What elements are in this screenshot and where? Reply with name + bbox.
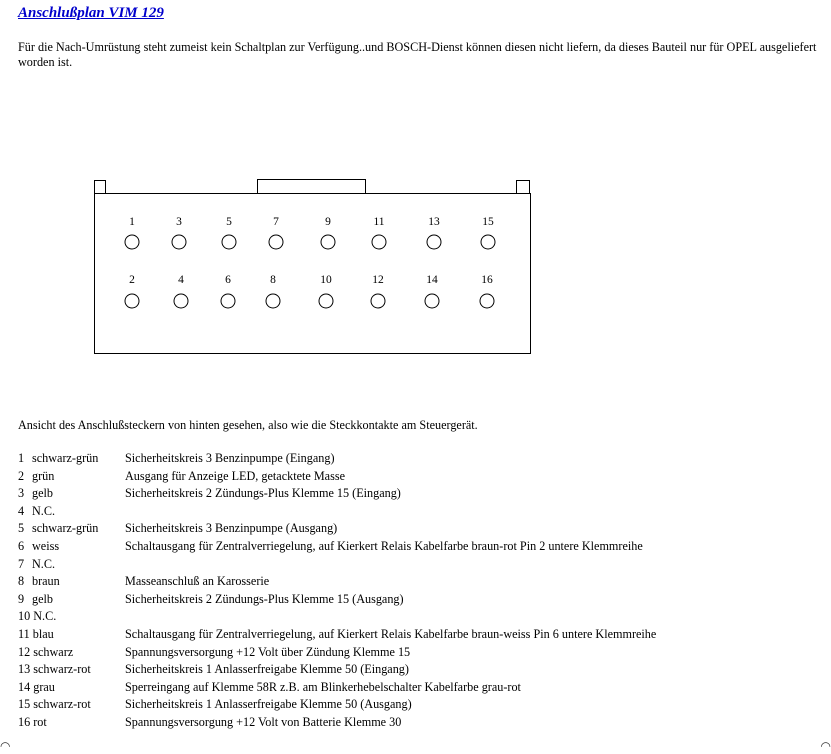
pin-label: 3: [176, 216, 182, 228]
pin-label: 2: [129, 274, 135, 286]
pin-row: [18, 679, 656, 697]
pin-socket: [371, 294, 385, 308]
pin-wire-color: schwarz-grün: [32, 451, 99, 465]
pin-socket: [172, 235, 186, 249]
pin-description: Sicherheitskreis 3 Benzinpumpe (Ausgang): [125, 521, 338, 536]
pin-label: 8: [270, 274, 276, 286]
pin-socket: [427, 235, 441, 249]
pin-wire-color: braun: [32, 574, 60, 589]
pin-number: 8: [18, 574, 25, 589]
pin-description: Schaltausgang für Zentralverriegelung, auf Kierkert Relais Kabelfarbe braun-weiss Pin 6 untere Klemmreihe: [125, 626, 657, 641]
pin-row: [18, 696, 656, 714]
pin-row: [18, 485, 656, 503]
pin-row: [18, 573, 656, 591]
pin-description: [125, 556, 656, 574]
pin-socket: [266, 294, 280, 308]
pin-number: 11: [18, 626, 30, 641]
pin-socket: [125, 235, 139, 249]
pin-number: 5: [18, 521, 25, 536]
pin-wire-color: gelb: [32, 591, 53, 606]
pin-description: Sicherheitskreis 3 Benzinpumpe (Eingang): [125, 451, 335, 465]
pin-label: 16: [481, 274, 493, 286]
pin-description: Schaltausgang für Zentralverriegelung, auf Kierkert Relais Kabelfarbe braun-rot Pin 2 untere Klemmreihe: [125, 538, 643, 553]
pin-socket: [319, 294, 333, 308]
pin-number-color: [18, 661, 125, 679]
pin-description: Sperreingang auf Klemme 58R z.B. am Blinkerhebelschalter Kabelfarbe grau-rot: [125, 679, 521, 694]
pin-row: [18, 714, 656, 732]
pin-label: 7: [273, 216, 279, 228]
pin-wire-color: schwarz: [33, 644, 74, 659]
pin-number-color: [18, 696, 125, 714]
pin-wire-color: N.C.: [32, 556, 56, 571]
pin-row: [18, 644, 656, 662]
pin-wire-color: gelb: [32, 486, 53, 501]
connector-key: [258, 180, 366, 194]
pin-number: 16: [18, 714, 31, 729]
pin-wire-color: schwarz-grün: [32, 521, 99, 536]
pin-label: 11: [373, 216, 385, 228]
pin-description: Sicherheitskreis 1 Anlasserfreigabe Klemme 50 (Eingang): [125, 662, 409, 677]
pin-number: 4: [18, 503, 25, 518]
pin-number-color: [18, 714, 125, 732]
pin-label: 10: [320, 274, 332, 286]
pin-description: Sicherheitskreis 1 Anlasserfreigabe Klemme 50 (Ausgang): [125, 697, 412, 712]
pin-wire-color: rot: [33, 714, 47, 729]
diagram-caption: Ansicht des Anschlußsteckern von hinten gesehen, also wie die Steckkontakte am Steuergerät.: [18, 418, 478, 432]
pin-row: [18, 538, 656, 556]
pin-number: 12: [18, 644, 31, 659]
pin-row: [18, 450, 656, 468]
pin-wire-color: blau: [32, 626, 54, 641]
pin-wire-color: grau: [33, 679, 55, 694]
pin-row: [18, 626, 656, 644]
pin-label: 4: [178, 274, 184, 286]
pin-socket: [321, 235, 335, 249]
pin-socket: [222, 235, 236, 249]
pin-socket: [221, 294, 235, 308]
pin-row: [18, 503, 656, 521]
corner-mark-left: ◠: [0, 739, 11, 753]
pin-wire-color: schwarz-rot: [33, 662, 91, 677]
pin-description: Sicherheitskreis 2 Zündungs-Plus Klemme 15 (Eingang): [125, 486, 401, 501]
pin-number-color: [18, 626, 125, 644]
pin-label: 15: [482, 216, 494, 228]
pin-wire-color: schwarz-rot: [33, 697, 91, 712]
pin-number-color: [18, 608, 125, 626]
pin-number: 7: [18, 556, 25, 571]
pin-number: 2: [18, 468, 25, 483]
pin-number-color: [18, 644, 125, 662]
pin-row: [18, 591, 656, 609]
pin-description: Spannungsversorgung +12 Volt über Zündung Klemme 15: [125, 644, 411, 659]
pin-socket: [481, 235, 495, 249]
connector-housing: [95, 194, 531, 354]
pin-row: [18, 556, 656, 574]
pin-label: 13: [428, 216, 440, 228]
connector-tab-left: [95, 181, 106, 194]
pin-row: [18, 520, 656, 538]
pin-number: 10: [18, 609, 31, 624]
pin-number: 1: [18, 451, 25, 465]
pin-label: 14: [426, 274, 438, 286]
pin-socket: [372, 235, 386, 249]
pin-description: Sicherheitskreis 2 Zündungs-Plus Klemme 15 (Ausgang): [125, 591, 404, 606]
pin-row: [18, 608, 656, 626]
pin-wire-color: N.C.: [33, 609, 57, 624]
pin-label: 9: [325, 216, 331, 228]
pin-description: [125, 503, 656, 521]
pin-socket: [425, 294, 439, 308]
pin-assignment-table: [18, 450, 656, 732]
pin-label: 1: [129, 216, 135, 228]
pin-wire-color: N.C.: [32, 503, 56, 518]
pin-socket: [174, 294, 188, 308]
pin-number: 13: [18, 662, 31, 677]
pin-number: 9: [18, 591, 25, 606]
pin-wire-color: weiss: [32, 538, 60, 553]
pin-socket: [269, 235, 283, 249]
connector-tab-right: [517, 181, 530, 194]
pin-socket: [125, 294, 139, 308]
pin-description: Spannungsversorgung +12 Volt von Batterie Klemme 30: [125, 714, 402, 729]
pin-description: [125, 608, 656, 626]
pin-label: 12: [372, 274, 384, 286]
pin-number: 6: [18, 538, 25, 553]
pin-label: 5: [226, 216, 232, 228]
pin-row: [18, 468, 656, 486]
pin-row: [18, 661, 656, 679]
pin-wire-color: grün: [32, 468, 55, 483]
pin-description: Masseanschluß an Karosserie: [125, 574, 270, 589]
pin-socket: [480, 294, 494, 308]
intro-paragraph: Für die Nach-Umrüstung steht zumeist kein Schaltplan zur Verfügung..und BOSCH-Dienst können diesen nicht liefern, da dieses Bauteil nur für OPEL ausgeliefert worden ist.: [18, 40, 817, 69]
pin-description: Ausgang für Anzeige LED, getacktete Masse: [125, 468, 345, 483]
page-title-link[interactable]: Anschlußplan VIM 129: [18, 5, 164, 21]
pin-label: 6: [225, 274, 231, 286]
pin-number-color: [18, 679, 125, 697]
corner-mark-right: ◠: [820, 739, 831, 753]
pin-number: 15: [18, 697, 31, 712]
pin-number: 3: [18, 486, 25, 501]
pin-number: 14: [18, 679, 31, 694]
